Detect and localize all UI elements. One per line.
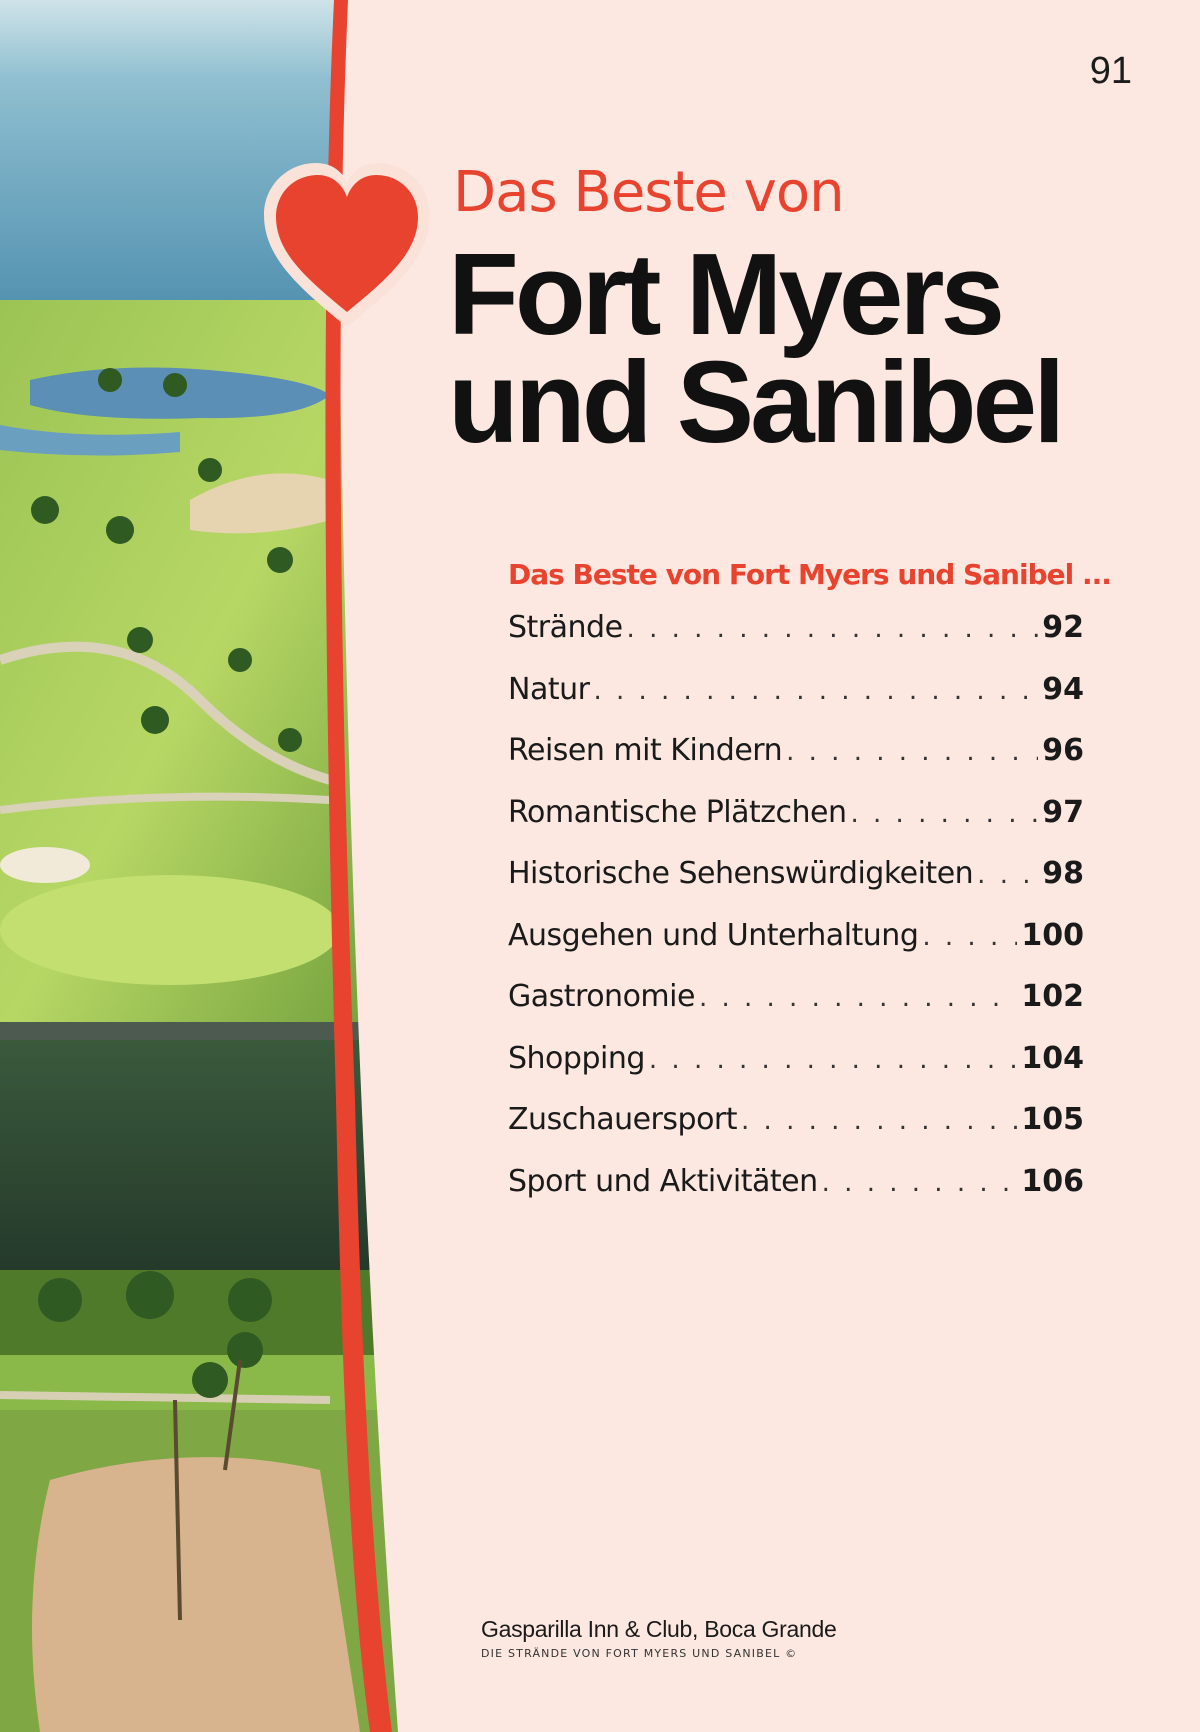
toc-entry-page: 98: [1042, 856, 1084, 891]
dot-leader: [851, 784, 1039, 846]
toc-entry-label: Romantische Plätzchen: [508, 794, 847, 830]
toc-entry[interactable]: [508, 1028, 1084, 1090]
toc-entry[interactable]: [508, 905, 1084, 967]
page-kicker: Das Beste von: [453, 160, 844, 225]
toc-entry-page: 100: [1021, 917, 1084, 953]
caption-title: Gasparilla Inn & Club, Boca Grande: [481, 1616, 837, 1642]
dot-leader: [627, 599, 1039, 661]
toc-entry[interactable]: [508, 782, 1084, 844]
toc-entry[interactable]: [508, 1089, 1084, 1151]
toc-entry[interactable]: [508, 843, 1084, 905]
title-line-2: und Sanibel: [448, 337, 1062, 467]
toc-entry-page: 94: [1042, 671, 1084, 707]
toc-entry-label: Historische Sehenswürdigkeiten: [508, 856, 974, 891]
dot-leader: [822, 1153, 1018, 1215]
toc-entry-page: 102: [1021, 979, 1084, 1014]
toc-entry[interactable]: [508, 966, 1084, 1028]
toc-entry-page: 92: [1042, 610, 1084, 645]
toc-entry[interactable]: [508, 659, 1084, 721]
toc-entry-label: Shopping: [508, 1040, 645, 1076]
toc-entry[interactable]: [508, 720, 1084, 782]
toc-entry-label: Reisen mit Kindern: [508, 733, 783, 768]
toc-entry-label: Sport und Aktivitäten: [508, 1163, 818, 1199]
toc-heading: Das Beste von Fort Myers und Sanibel ...: [508, 558, 1111, 591]
caption-credit: DIE STRÄNDE VON FORT MYERS UND SANIBEL ©: [481, 1647, 798, 1660]
toc-entry-label: Zuschauersport: [508, 1102, 738, 1137]
dot-leader: [977, 845, 1038, 907]
dot-leader: [922, 907, 1017, 969]
page-number: 91: [1089, 50, 1132, 92]
photo-caption: [481, 1616, 836, 1660]
dot-leader: [593, 661, 1038, 723]
toc-entry-label: Strände: [508, 610, 623, 645]
table-of-contents: [508, 558, 1111, 1212]
toc-entry[interactable]: [508, 597, 1084, 659]
dot-leader: [649, 1030, 1017, 1092]
toc-entry-page: 97: [1042, 794, 1084, 830]
dot-leader: [741, 1091, 1017, 1153]
toc-entry-page: 106: [1021, 1163, 1084, 1199]
heart-icon: [258, 157, 436, 335]
toc-entry-label: Ausgehen und Unterhaltung: [508, 917, 919, 953]
toc-entry[interactable]: [508, 1151, 1084, 1213]
toc-entry-label: Gastronomie: [508, 979, 695, 1014]
toc-entry-label: Natur: [508, 671, 590, 707]
toc-entry-page: 104: [1021, 1040, 1084, 1076]
toc-entry-page: 105: [1021, 1102, 1084, 1137]
dot-leader: [699, 968, 1017, 1030]
title-line-1: Fort Myers: [448, 229, 1002, 359]
dot-leader: [786, 722, 1038, 784]
toc-list: [508, 597, 1084, 1212]
page-title: [448, 229, 1062, 467]
toc-entry-page: 96: [1042, 733, 1084, 768]
